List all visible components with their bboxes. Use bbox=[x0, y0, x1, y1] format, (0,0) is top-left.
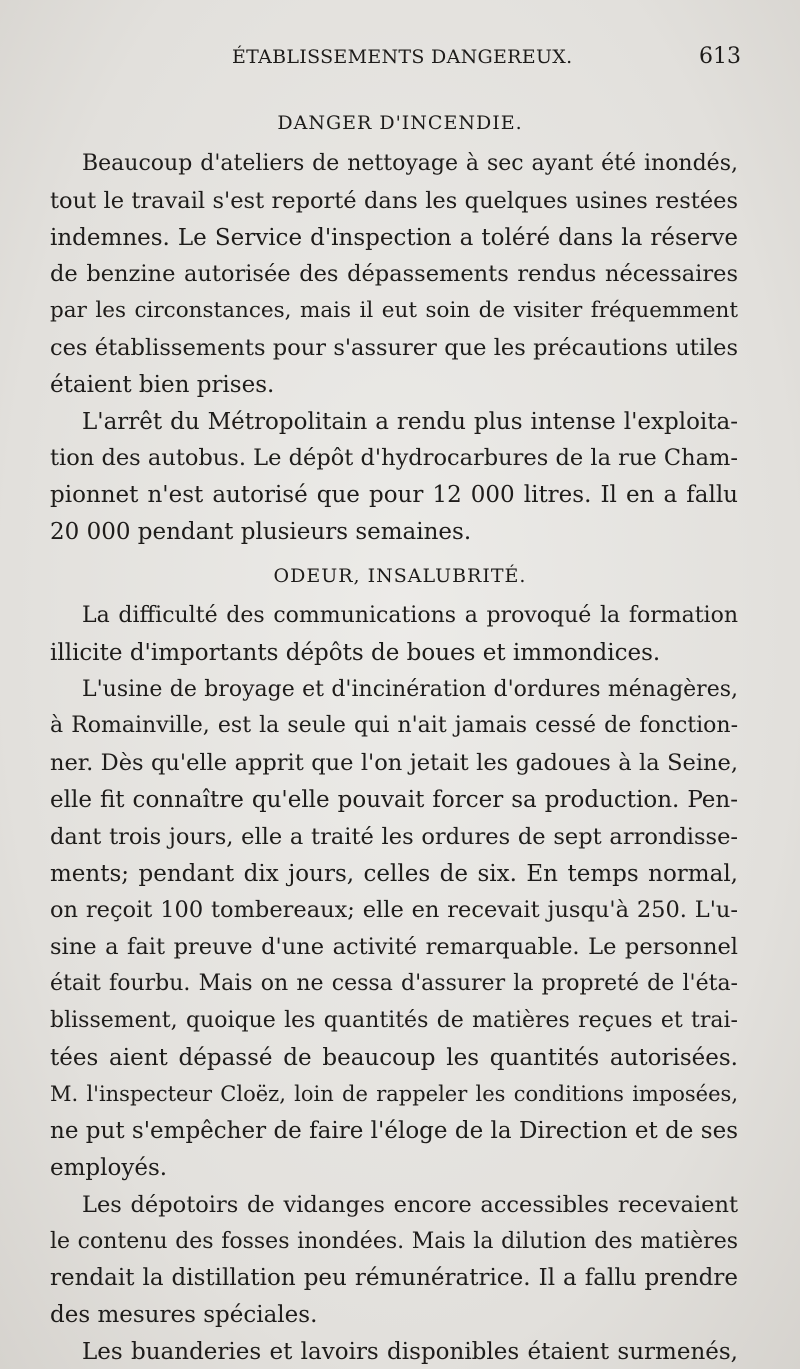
section-heading-danger-incendie: DANGER D'INCENDIE. bbox=[277, 112, 523, 134]
paragraph bbox=[50, 1187, 738, 1334]
paragraph bbox=[50, 146, 738, 404]
text-line: tion des autobus. Le dépôt d'hydrocarbures de la rue Cham- bbox=[50, 445, 738, 472]
text-line: de benzine autorisée des dépassements rendus nécessaires bbox=[50, 261, 738, 288]
text-line: employés. bbox=[50, 1154, 168, 1181]
text-line: illicite d'importants dépôts de boues et immondices. bbox=[50, 639, 661, 666]
section-body-odeur-insalubrite bbox=[50, 598, 738, 1369]
text-line: elle fit connaître qu'elle pouvait forcer sa production. Pen- bbox=[50, 786, 738, 813]
paragraph bbox=[50, 1334, 738, 1369]
text-line: à Romainville, est la seule qui n'ait jamais cessé de fonction- bbox=[50, 713, 738, 739]
paragraph bbox=[50, 598, 738, 672]
text-line: Beaucoup d'ateliers de nettoyage à sec ayant été inondés, bbox=[82, 151, 738, 176]
text-line: sine a fait preuve d'une activité remarquable. Le personnel bbox=[50, 934, 738, 961]
text-line: L'arrêt du Métropolitain a rendu plus intense l'exploita- bbox=[82, 408, 738, 435]
text-line: des mesures spéciales. bbox=[50, 1302, 318, 1329]
running-head bbox=[0, 46, 800, 76]
paragraph bbox=[50, 404, 738, 551]
section-heading-odeur-insalubrite: ODEUR, INSALUBRITÉ. bbox=[273, 565, 527, 587]
paragraph bbox=[50, 672, 738, 1187]
text-line: M. l'inspecteur Cloëz, loin de rappeler les conditions imposées, bbox=[50, 1082, 738, 1107]
text-line: L'usine de broyage et d'incinération d'ordures ménagères, bbox=[82, 676, 738, 702]
text-line: était fourbu. Mais on ne cessa d'assurer la propreté de l'éta- bbox=[50, 970, 738, 996]
text-line: par les circonstances, mais il eut soin de visiter fréquemment bbox=[50, 298, 738, 324]
text-line: 20 000 pendant plusieurs semaines. bbox=[50, 518, 472, 545]
text-line: on reçoit 100 tombereaux; elle en recevait jusqu'à 250. L'u- bbox=[50, 897, 738, 924]
text-line: étaient bien prises. bbox=[50, 371, 275, 398]
text-line: ments; pendant dix jours, celles de six. En temps normal, bbox=[50, 860, 738, 887]
section-body-danger-incendie bbox=[50, 146, 738, 551]
text-line: Les dépotoirs de vidanges encore accessibles recevaient bbox=[82, 1191, 738, 1218]
running-head-title: ÉTABLISSEMENTS DANGEREUX. bbox=[232, 46, 573, 68]
text-line: Les buanderies et lavoirs disponibles étaient surmenés, bbox=[82, 1338, 738, 1365]
text-line: indemnes. Le Service d'inspection a toléré dans la réserve bbox=[50, 224, 738, 251]
page-number: 613 bbox=[699, 44, 741, 69]
text-line: tout le travail s'est reporté dans les quelques usines restées bbox=[50, 187, 738, 214]
text-line: blissement, quoique les quantités de matières reçues et trai- bbox=[50, 1007, 738, 1033]
text-line: dant trois jours, elle a traité les ordures de sept arrondisse- bbox=[50, 823, 738, 850]
text-line: pionnet n'est autorisé que pour 12 000 litres. Il en a fallu bbox=[50, 482, 738, 509]
text-line: ne put s'empêcher de faire l'éloge de la Direction et de ses bbox=[50, 1118, 738, 1145]
text-line: ces établissements pour s'assurer que les précautions utiles bbox=[50, 334, 738, 361]
text-line: La difficulté des communications a provoqué la formation bbox=[82, 603, 738, 628]
text-line: rendait la distillation peu rémunératrice. Il a fallu prendre bbox=[50, 1265, 738, 1292]
text-line: ner. Dès qu'elle apprit que l'on jetait les gadoues à la Seine, bbox=[50, 750, 738, 777]
text-line: tées aient dépassé de beaucoup les quantités autorisées. bbox=[50, 1044, 738, 1071]
text-line: le contenu des fosses inondées. Mais la dilution des matières bbox=[50, 1228, 738, 1254]
